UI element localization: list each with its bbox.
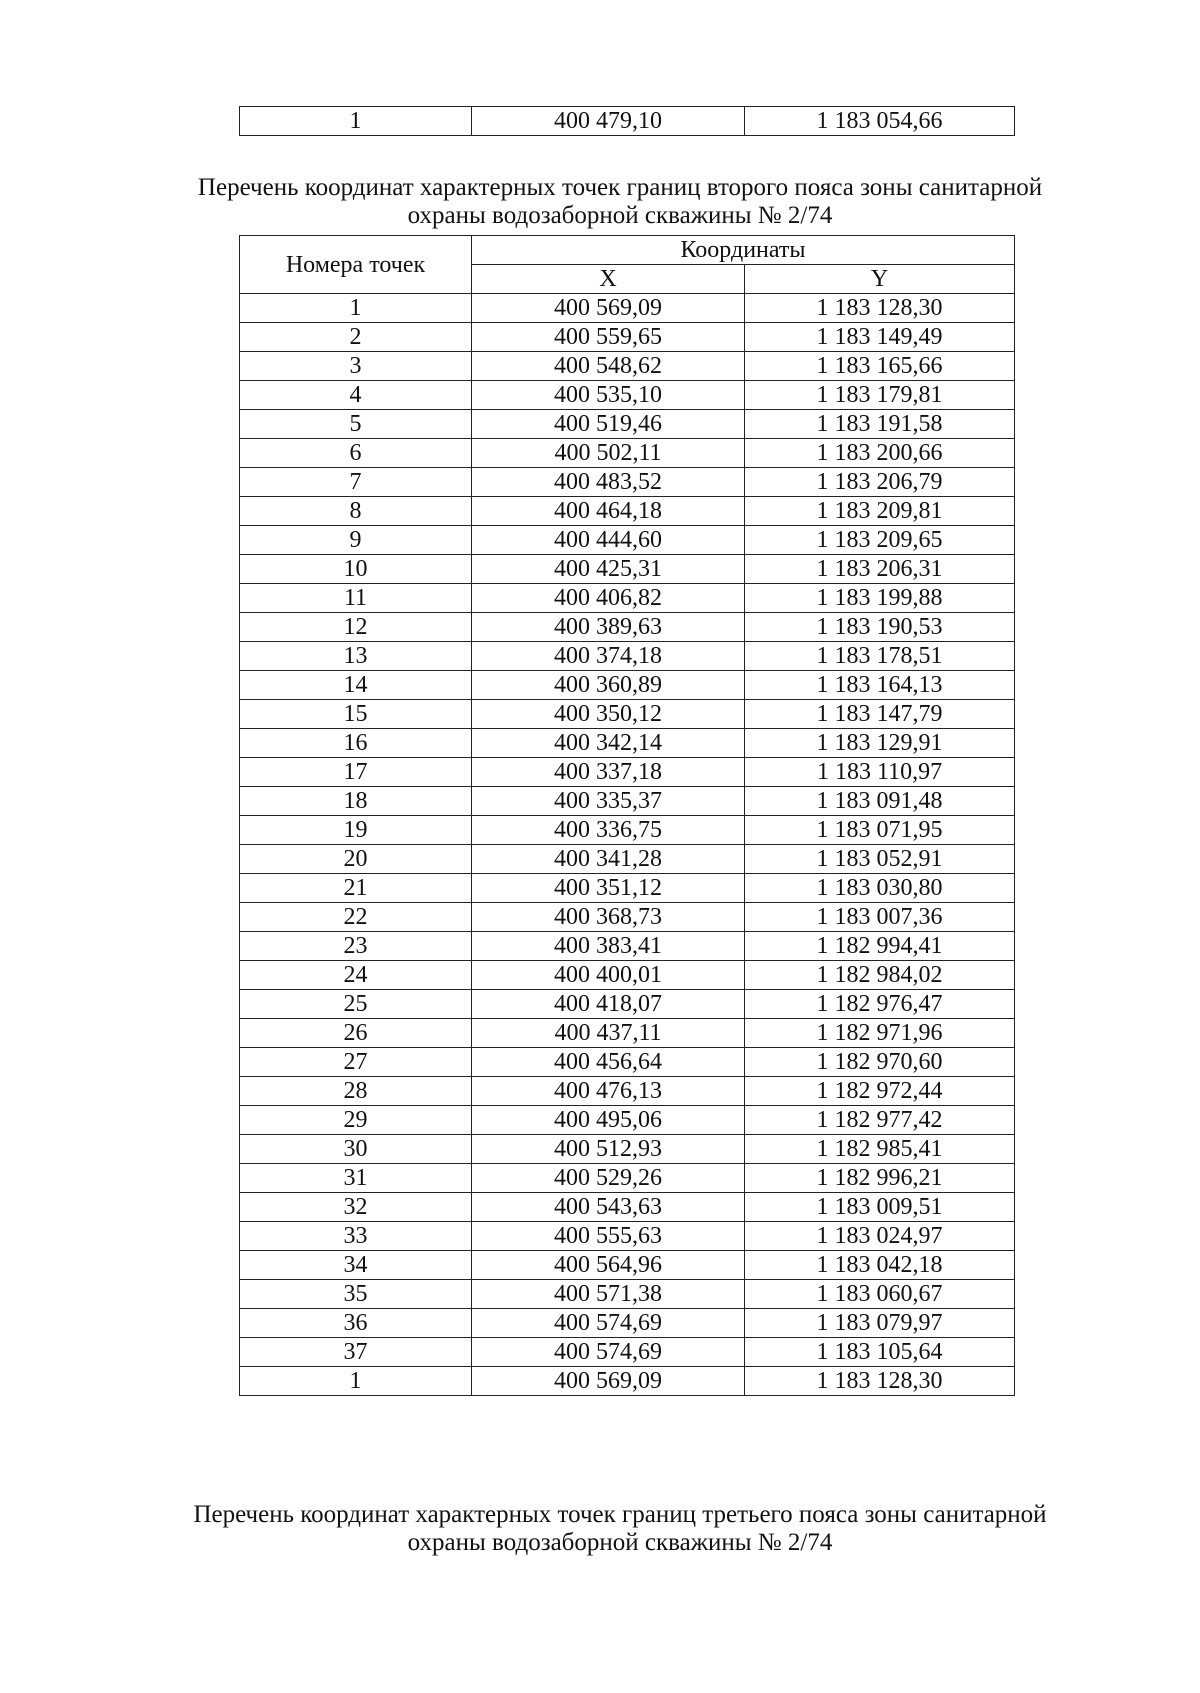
table-row: [240, 584, 1015, 613]
y-coordinate-cell: 1 183 071,95: [745, 816, 1015, 845]
y-coordinate-cell: 1 183 206,31: [745, 555, 1015, 584]
x-coordinate-cell: 400 418,07: [472, 990, 745, 1019]
point-number-cell: 1: [240, 294, 472, 323]
y-coordinate-cell: 1 183 190,53: [745, 613, 1015, 642]
y-column-header: Y: [745, 265, 1015, 294]
point-number-cell: 33: [240, 1222, 472, 1251]
point-number-cell: 26: [240, 1019, 472, 1048]
y-coordinate-cell: 1 183 030,80: [745, 874, 1015, 903]
table-row: [240, 1135, 1015, 1164]
point-number-cell: 29: [240, 1106, 472, 1135]
point-number-cell: 22: [240, 903, 472, 932]
y-coordinate-cell: 1 183 164,13: [745, 671, 1015, 700]
coordinates-column-header: Координаты: [472, 236, 1015, 265]
table-row: [240, 352, 1015, 381]
table-row: [240, 845, 1015, 874]
x-coordinate-cell: 400 400,01: [472, 961, 745, 990]
point-number-cell: 23: [240, 932, 472, 961]
x-coordinate-cell: 400 351,12: [472, 874, 745, 903]
x-coordinate-cell: 400 535,10: [472, 381, 745, 410]
y-coordinate-cell: 1 183 209,81: [745, 497, 1015, 526]
table-row: [240, 1193, 1015, 1222]
second-zone-coordinates-table: [239, 235, 1015, 1396]
table-row: [240, 323, 1015, 352]
table-row: [240, 642, 1015, 671]
y-coordinate-cell: 1 182 984,02: [745, 961, 1015, 990]
x-coordinate-cell: 400 564,96: [472, 1251, 745, 1280]
x-coordinate-cell: 400 512,93: [472, 1135, 745, 1164]
point-number-cell: 16: [240, 729, 472, 758]
table-row: [240, 613, 1015, 642]
y-coordinate-cell: 1 183 179,81: [745, 381, 1015, 410]
x-coordinate-cell: 400 483,52: [472, 468, 745, 497]
point-number-cell: 36: [240, 1309, 472, 1338]
table-row: [240, 1019, 1015, 1048]
x-coordinate-cell: 400 444,60: [472, 526, 745, 555]
second-zone-heading: [160, 174, 1080, 230]
y-coordinate-cell: 1 183 206,79: [745, 468, 1015, 497]
x-coordinate-cell: 400 341,28: [472, 845, 745, 874]
second-zone-table-body: [240, 294, 1015, 1396]
y-coordinate-cell: 1 183 024,97: [745, 1222, 1015, 1251]
point-number-cell: 37: [240, 1338, 472, 1367]
point-number-cell: 27: [240, 1048, 472, 1077]
point-number-cell: 28: [240, 1077, 472, 1106]
table-row: [240, 729, 1015, 758]
y-coordinate-cell: 1 183 178,51: [745, 642, 1015, 671]
y-coordinate-cell: 1 183 105,64: [745, 1338, 1015, 1367]
table-row: [240, 555, 1015, 584]
y-coordinate-cell: 1 183 042,18: [745, 1251, 1015, 1280]
x-coordinate-cell: 400 425,31: [472, 555, 745, 584]
x-coordinate-cell: 400 571,38: [472, 1280, 745, 1309]
y-coordinate-cell: 1 182 994,41: [745, 932, 1015, 961]
y-coordinate-cell: 1 182 971,96: [745, 1019, 1015, 1048]
y-coordinate-cell: 1 183 079,97: [745, 1309, 1015, 1338]
x-coordinate-cell: 400 360,89: [472, 671, 745, 700]
point-number-cell: 11: [240, 584, 472, 613]
table-row: [240, 758, 1015, 787]
second-zone-heading-line1: Перечень координат характерных точек границ второго пояса зоны санитарной: [197, 174, 1043, 201]
x-coordinate-cell: 400 519,46: [472, 410, 745, 439]
table-row: [240, 1106, 1015, 1135]
point-number-cell: 18: [240, 787, 472, 816]
table-row: [240, 1367, 1015, 1396]
point-number-cell: 31: [240, 1164, 472, 1193]
y-coordinate-cell: 1 183 165,66: [745, 352, 1015, 381]
x-coordinate-cell: 400 569,09: [472, 1367, 745, 1396]
x-coordinate-cell: 400 342,14: [472, 729, 745, 758]
x-coordinate-cell: 400 456,64: [472, 1048, 745, 1077]
y-coordinate-cell: 1 182 985,41: [745, 1135, 1015, 1164]
second-zone-heading-line2: охраны водозаборной скважины № 2/74: [407, 202, 833, 229]
third-zone-heading-line2: охраны водозаборной скважины № 2/74: [407, 1529, 833, 1556]
table-header-row: [240, 236, 1015, 265]
point-number-cell: 10: [240, 555, 472, 584]
table-row: [240, 468, 1015, 497]
x-coordinate-cell: 400 389,63: [472, 613, 745, 642]
x-coordinate-cell: 400 495,06: [472, 1106, 745, 1135]
table-row: [240, 526, 1015, 555]
point-number-cell: 6: [240, 439, 472, 468]
y-coordinate-cell: 1 183 052,91: [745, 845, 1015, 874]
point-number-cell: 15: [240, 700, 472, 729]
point-number-cell: 1: [240, 107, 472, 136]
points-column-header: Номера точек: [240, 236, 472, 294]
point-number-cell: 14: [240, 671, 472, 700]
x-coordinate-cell: 400 574,69: [472, 1338, 745, 1367]
point-number-cell: 1: [240, 1367, 472, 1396]
table-row: [240, 107, 1015, 136]
x-coordinate-cell: 400 555,63: [472, 1222, 745, 1251]
point-number-cell: 3: [240, 352, 472, 381]
table-row: [240, 700, 1015, 729]
point-number-cell: 4: [240, 381, 472, 410]
x-coordinate-cell: 400 559,65: [472, 323, 745, 352]
y-coordinate-cell: 1 183 147,79: [745, 700, 1015, 729]
table-row: [240, 990, 1015, 1019]
table-row: [240, 787, 1015, 816]
table-row: [240, 932, 1015, 961]
table-row: [240, 381, 1015, 410]
table-row: [240, 1222, 1015, 1251]
table-row: [240, 497, 1015, 526]
x-coordinate-cell: 400 502,11: [472, 439, 745, 468]
third-zone-heading: [160, 1501, 1080, 1557]
table-row: [240, 1280, 1015, 1309]
x-coordinate-cell: 400 368,73: [472, 903, 745, 932]
point-number-cell: 35: [240, 1280, 472, 1309]
y-coordinate-cell: 1 183 129,91: [745, 729, 1015, 758]
x-coordinate-cell: 400 336,75: [472, 816, 745, 845]
table-row: [240, 816, 1015, 845]
third-zone-heading-line1: Перечень координат характерных точек границ третьего пояса зоны санитарной: [193, 1501, 1047, 1528]
y-coordinate-cell: 1 183 007,36: [745, 903, 1015, 932]
point-number-cell: 12: [240, 613, 472, 642]
x-coordinate-cell: 400 569,09: [472, 294, 745, 323]
point-number-cell: 20: [240, 845, 472, 874]
table-row: [240, 1251, 1015, 1280]
table-row: [240, 294, 1015, 323]
y-coordinate-cell: 1 182 977,42: [745, 1106, 1015, 1135]
top-coordinates-table: [239, 106, 1015, 136]
point-number-cell: 25: [240, 990, 472, 1019]
x-column-header: X: [472, 265, 745, 294]
y-coordinate-cell: 1 183 128,30: [745, 294, 1015, 323]
y-coordinate-cell: 1 183 128,30: [745, 1367, 1015, 1396]
point-number-cell: 7: [240, 468, 472, 497]
table-row: [240, 1338, 1015, 1367]
point-number-cell: 19: [240, 816, 472, 845]
y-coordinate-cell: 1 183 200,66: [745, 439, 1015, 468]
table-row: [240, 903, 1015, 932]
point-number-cell: 34: [240, 1251, 472, 1280]
point-number-cell: 2: [240, 323, 472, 352]
table-row: [240, 439, 1015, 468]
x-coordinate-cell: 400 437,11: [472, 1019, 745, 1048]
table-row: [240, 961, 1015, 990]
point-number-cell: 8: [240, 497, 472, 526]
table-row: [240, 1164, 1015, 1193]
x-coordinate-cell: 400 383,41: [472, 932, 745, 961]
x-coordinate-cell: 400 574,69: [472, 1309, 745, 1338]
x-coordinate-cell: 400 335,37: [472, 787, 745, 816]
x-coordinate-cell: 400 464,18: [472, 497, 745, 526]
y-coordinate-cell: 1 183 054,66: [745, 107, 1015, 136]
table-row: [240, 671, 1015, 700]
y-coordinate-cell: 1 183 149,49: [745, 323, 1015, 352]
y-coordinate-cell: 1 182 996,21: [745, 1164, 1015, 1193]
point-number-cell: 9: [240, 526, 472, 555]
x-coordinate-cell: 400 406,82: [472, 584, 745, 613]
x-coordinate-cell: 400 548,62: [472, 352, 745, 381]
y-coordinate-cell: 1 183 199,88: [745, 584, 1015, 613]
point-number-cell: 17: [240, 758, 472, 787]
table-row: [240, 410, 1015, 439]
x-coordinate-cell: 400 479,10: [472, 107, 745, 136]
y-coordinate-cell: 1 182 976,47: [745, 990, 1015, 1019]
y-coordinate-cell: 1 183 191,58: [745, 410, 1015, 439]
y-coordinate-cell: 1 183 009,51: [745, 1193, 1015, 1222]
y-coordinate-cell: 1 182 970,60: [745, 1048, 1015, 1077]
table-row: [240, 1309, 1015, 1338]
x-coordinate-cell: 400 337,18: [472, 758, 745, 787]
y-coordinate-cell: 1 183 091,48: [745, 787, 1015, 816]
y-coordinate-cell: 1 182 972,44: [745, 1077, 1015, 1106]
point-number-cell: 21: [240, 874, 472, 903]
x-coordinate-cell: 400 476,13: [472, 1077, 745, 1106]
y-coordinate-cell: 1 183 060,67: [745, 1280, 1015, 1309]
point-number-cell: 13: [240, 642, 472, 671]
x-coordinate-cell: 400 543,63: [472, 1193, 745, 1222]
x-coordinate-cell: 400 350,12: [472, 700, 745, 729]
table-row: [240, 1048, 1015, 1077]
y-coordinate-cell: 1 183 209,65: [745, 526, 1015, 555]
point-number-cell: 24: [240, 961, 472, 990]
x-coordinate-cell: 400 529,26: [472, 1164, 745, 1193]
point-number-cell: 32: [240, 1193, 472, 1222]
x-coordinate-cell: 400 374,18: [472, 642, 745, 671]
table-row: [240, 874, 1015, 903]
point-number-cell: 5: [240, 410, 472, 439]
table-row: [240, 1077, 1015, 1106]
point-number-cell: 30: [240, 1135, 472, 1164]
y-coordinate-cell: 1 183 110,97: [745, 758, 1015, 787]
top-table-body: [240, 107, 1015, 136]
